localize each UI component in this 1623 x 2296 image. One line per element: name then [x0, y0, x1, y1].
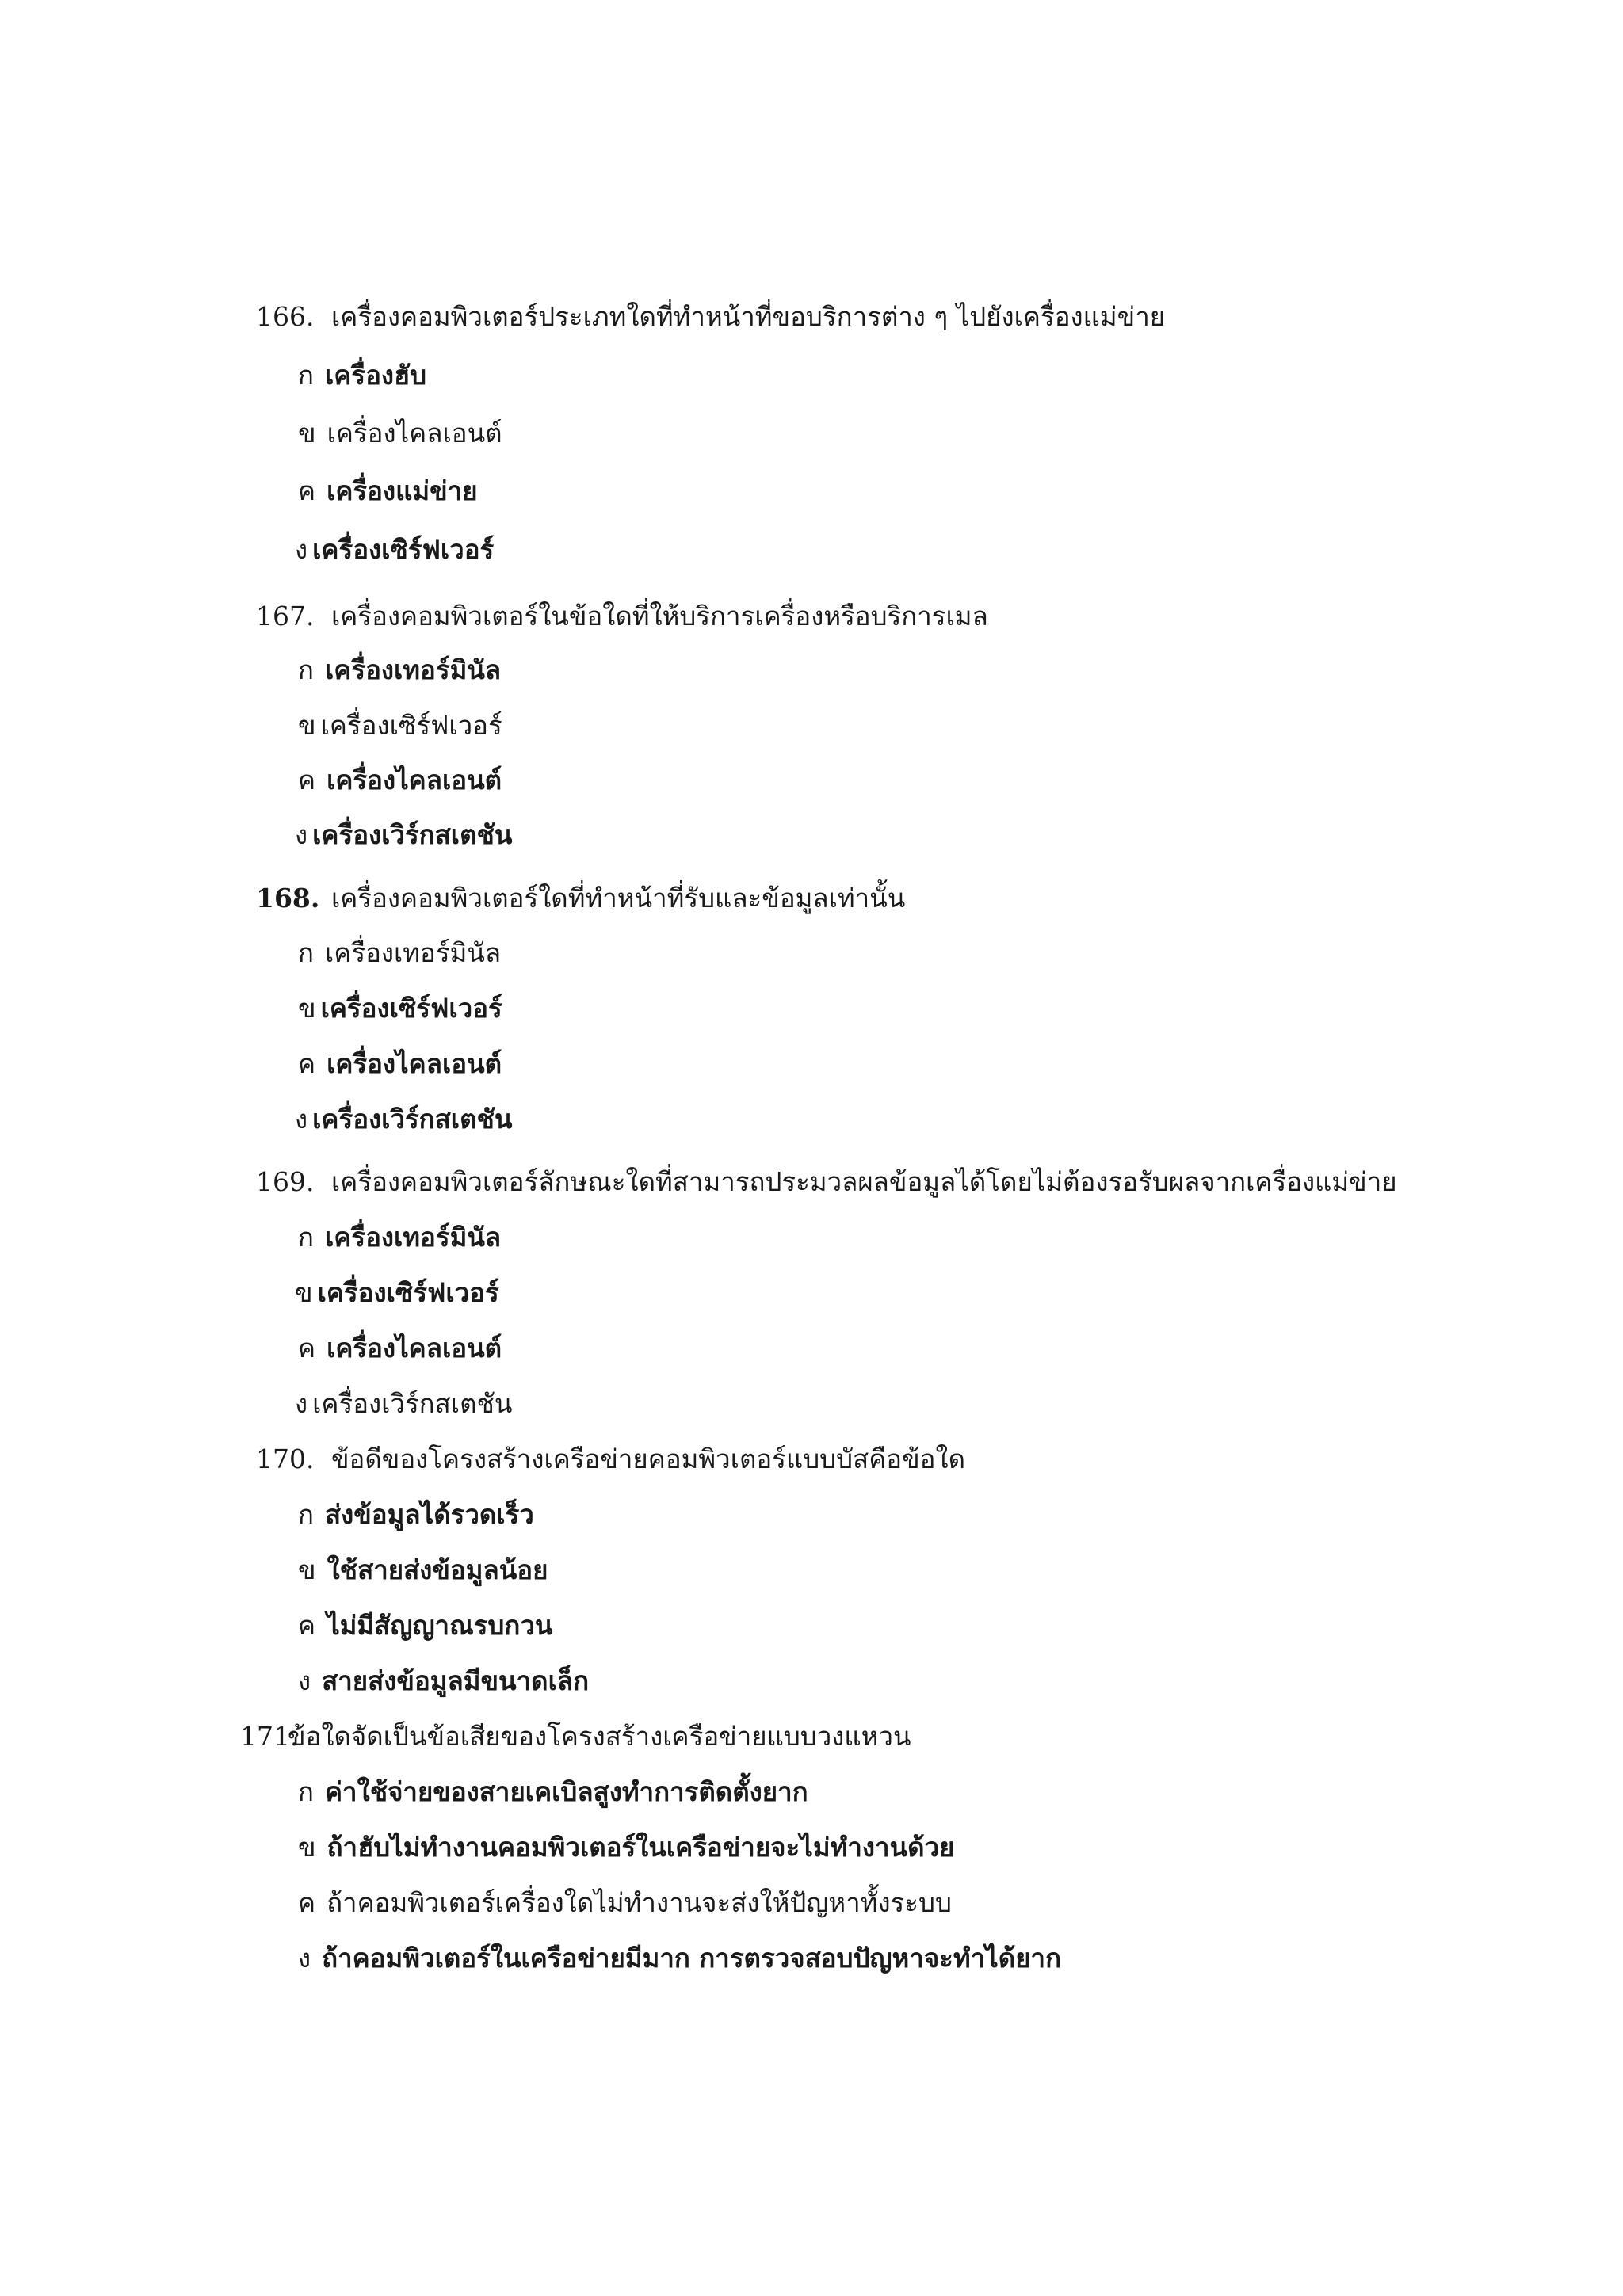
option-text: ใช้สายส่งข้อมูลน้อย [327, 1554, 548, 1585]
option-letter: ง [298, 1943, 311, 1974]
question-text: ข้อดีของโครงสร้างเครือข่ายคอมพิวเตอร์แบบบัสคือข้อใด [331, 1444, 966, 1474]
option-letter: ง [295, 1388, 308, 1419]
option-letter: ค [298, 765, 316, 795]
option-167-a [298, 653, 501, 688]
option-text: เครื่องเทอร์มินัล [324, 937, 502, 968]
option-text: เครื่องเซิร์ฟเวอร์ [320, 710, 502, 741]
question-text: ข้อใดจัดเป็นข้อเสียของโครงสร้างเครือข่ายแบบวงแหวน [288, 1721, 911, 1752]
option-167-b [298, 708, 502, 743]
option-text: เครื่องแม่ข่าย [327, 475, 478, 506]
option-171-a [298, 1775, 808, 1810]
question-171 [240, 1719, 911, 1754]
option-letter: ข [298, 418, 316, 448]
option-168-c [298, 1047, 502, 1081]
option-168-a [298, 936, 501, 971]
option-167-c [298, 763, 502, 798]
option-text: ค่าใช้จ่ายของสายเคเบิลสูงทำการติดตั้งยาก [324, 1776, 808, 1807]
option-letter: ก [298, 360, 314, 391]
question-167 [256, 599, 988, 634]
option-168-d [295, 1102, 512, 1137]
option-text: ถ้าคอมพิวเตอร์เครื่องใดไม่ทำงานจะส่งให้ปัญหาทั้งระบบ [327, 1887, 952, 1918]
option-text: เครื่องไคลเอนต์ [327, 765, 502, 795]
option-text: ถ้าคอมพิวเตอร์ในเครือข่ายมีมาก การตรวจสอบปัญหาจะทำได้ยาก [322, 1943, 1062, 1974]
question-number: 171. [240, 1721, 299, 1752]
option-169-d [295, 1386, 512, 1421]
question-170 [256, 1442, 965, 1477]
option-letter: ง [295, 819, 308, 850]
option-letter: ค [298, 475, 316, 506]
question-number: 169. [256, 1166, 315, 1197]
option-text: เครื่องไคลเอนต์ [327, 1333, 502, 1363]
option-letter: ค [298, 1048, 316, 1079]
question-text: เครื่องคอมพิวเตอร์ใดที่ทำหน้าที่รับและข้อมูลเท่านั้น [331, 883, 906, 913]
option-text: เครื่องไคลเอนต์ [327, 418, 502, 448]
option-text: เครื่องเซิร์ฟเวอร์ [320, 993, 502, 1024]
question-168 [256, 881, 905, 916]
question-number: 168. [256, 883, 320, 913]
option-text: สายส่งข้อมูลมีขนาดเล็ก [322, 1665, 590, 1696]
question-number: 170. [256, 1444, 315, 1474]
option-letter: ง [295, 1104, 308, 1135]
option-171-b [298, 1830, 954, 1865]
option-169-a [298, 1220, 501, 1255]
question-text: เครื่องคอมพิวเตอร์ในข้อใดที่ให้บริการเครื่องหรือบริการเมล [331, 601, 988, 631]
option-text: ถ้าฮับไม่ทำงานคอมพิวเตอร์ในเครือข่ายจะไม่ทำงานด้วย [327, 1832, 955, 1863]
option-171-d [298, 1941, 1061, 1976]
option-letter: ก [298, 1499, 314, 1530]
option-166-b [298, 416, 502, 451]
option-letter: ข [298, 710, 316, 741]
option-170-d [298, 1664, 589, 1699]
question-169 [256, 1165, 1397, 1199]
option-text: เครื่องเวิร์กสเตชัน [312, 1388, 513, 1419]
option-letter: ก [298, 937, 314, 968]
option-169-b [295, 1276, 499, 1310]
option-170-c [298, 1608, 552, 1643]
question-166 [256, 299, 1165, 334]
option-170-a [298, 1497, 534, 1532]
option-text: ส่งข้อมูลได้รวดเร็ว [324, 1499, 534, 1530]
question-text: เครื่องคอมพิวเตอร์ประเภทใดที่ทำหน้าที่ขอบริการต่าง ๆ ไปยังเครื่องแม่ข่าย [331, 301, 1166, 332]
option-text: เครื่องฮับ [324, 360, 427, 391]
option-text: เครื่องเทอร์มินัล [324, 1222, 502, 1253]
option-letter: ค [298, 1333, 316, 1363]
option-170-b [298, 1553, 548, 1588]
option-text: เครื่องเซิร์ฟเวอร์ [312, 534, 495, 565]
option-166-c [298, 474, 478, 509]
option-166-a [298, 358, 426, 393]
option-letter: ข [295, 1277, 313, 1308]
option-letter: ข [298, 993, 316, 1024]
option-text: ไม่มีสัญญาณรบกวน [327, 1610, 553, 1641]
option-166-d [295, 532, 494, 567]
option-letter: ก [298, 654, 314, 685]
option-letter: ข [298, 1554, 316, 1585]
option-letter: ง [298, 1665, 311, 1696]
question-text: เครื่องคอมพิวเตอร์ลักษณะใดที่สามารถประมวลผลข้อมูลได้โดยไม่ต้องรอรับผลจากเครื่องแม่ข่าย [331, 1166, 1397, 1197]
option-text: เครื่องเทอร์มินัล [324, 654, 502, 685]
option-text: เครื่องเวิร์กสเตชัน [312, 819, 513, 850]
option-letter: ค [298, 1610, 316, 1641]
option-167-d [295, 818, 512, 852]
option-letter: ค [298, 1887, 316, 1918]
question-number: 167. [256, 601, 315, 631]
option-letter: ก [298, 1776, 314, 1807]
option-171-c [298, 1886, 952, 1920]
option-letter: ง [295, 534, 308, 565]
question-number: 166. [256, 301, 315, 332]
option-letter: ก [298, 1222, 314, 1253]
option-169-c [298, 1331, 502, 1366]
option-text: เครื่องเวิร์กสเตชัน [312, 1104, 513, 1135]
option-text: เครื่องไคลเอนต์ [327, 1048, 502, 1079]
option-168-b [298, 991, 502, 1026]
option-letter: ข [298, 1832, 316, 1863]
option-text: เครื่องเซิร์ฟเวอร์ [317, 1277, 499, 1308]
